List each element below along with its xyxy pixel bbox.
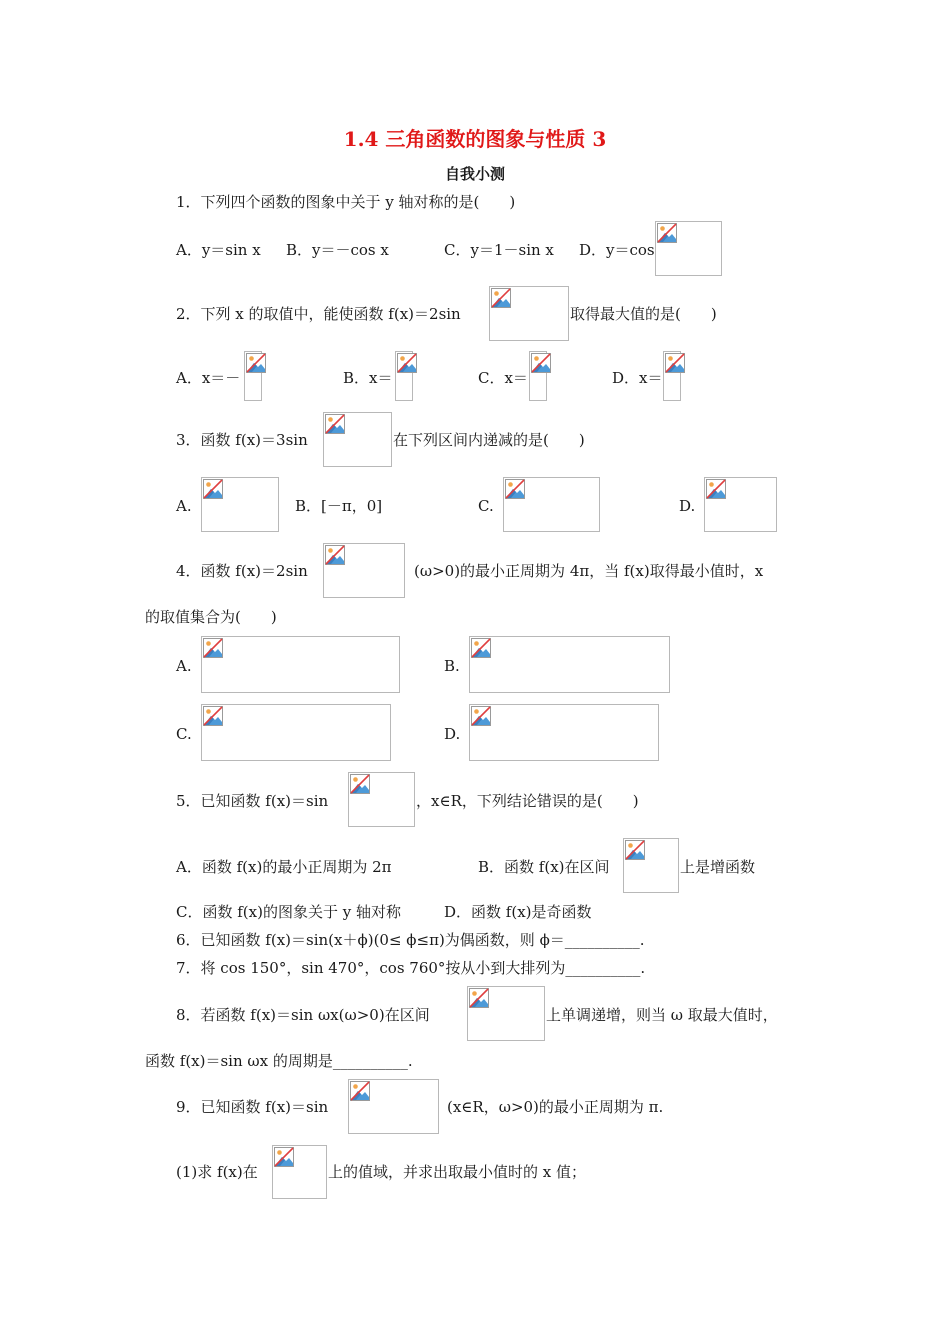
formula-image-placeholder [272,1145,327,1199]
q2-stem-b: 取得最大值的是( ) [570,305,717,323]
q5-option-b-post: 上是增函数 [680,858,756,876]
q3-stem-a: 3．函数 f(x)＝3sin [176,431,308,449]
q8-stem-b: 上单调递增，则当 ω 取最大值时， [546,1006,778,1024]
q1-option-a: A．y＝sin x [176,241,261,259]
q5-option-b-pre: B．函数 f(x)在区间 [478,858,610,876]
q3-option-b: B．[－π，0] [295,497,383,515]
formula-image-placeholder [201,636,400,693]
q5-option-d: D．函数 f(x)是奇函数 [444,903,592,921]
q4-option-b: B. [444,657,460,675]
q9-stem-a: 9．已知函数 f(x)＝sin [176,1098,329,1116]
formula-image-placeholder [348,772,415,827]
formula-image-placeholder [395,351,413,401]
formula-image-placeholder [323,412,392,467]
formula-image-placeholder [201,477,279,532]
q5-option-a: A．函数 f(x)的最小正周期为 2π [176,858,392,876]
formula-image-placeholder [348,1079,439,1134]
q2-option-d: D．x＝ [612,369,663,387]
formula-image-placeholder [623,838,679,893]
formula-image-placeholder [655,221,722,276]
q3-option-d: D. [679,497,696,515]
q4-option-d: D. [444,725,461,743]
formula-image-placeholder [489,286,569,341]
q3-stem-b: 在下列区间内递减的是( ) [393,431,585,449]
q9-part1-a: (1)求 f(x)在 [176,1163,258,1181]
q4-stem-c: 的取值集合为( ) [145,608,277,626]
q2-option-c: C．x＝ [478,369,528,387]
q5-option-c: C．函数 f(x)的图象关于 y 轴对称 [176,903,401,921]
formula-image-placeholder [663,351,681,401]
q7-stem: 7．将 cos 150°，sin 470°，cos 760°按从小到大排列为__________. [176,959,646,977]
page-title: 1.4 三角函数的图象与性质 3 [343,127,607,151]
formula-image-placeholder [529,351,547,401]
q1-option-d: D．y＝cos [579,241,655,259]
q2-option-b: B．x＝ [343,369,393,387]
formula-image-placeholder [469,704,659,761]
formula-image-placeholder [244,351,262,401]
formula-image-placeholder [503,477,600,532]
q4-stem-b: (ω>0)的最小正周期为 4π，当 f(x)取得最小值时，x [414,562,764,580]
section-subtitle: 自我小测 [444,165,505,183]
q2-option-a: A．x＝－ [176,369,241,387]
q8-stem-c: 函数 f(x)＝sin ωx 的周期是__________. [145,1052,413,1070]
q1-option-b: B．y＝－cos x [286,241,389,259]
q1-option-c: C．y＝1－sin x [444,241,554,259]
q5-stem-a: 5．已知函数 f(x)＝sin [176,792,329,810]
q4-option-a: A. [176,657,192,675]
formula-image-placeholder [467,986,545,1041]
q9-part1-b: 上的值域，并求出取最小值时的 x 值； [328,1163,586,1181]
q8-stem-a: 8．若函数 f(x)＝sin ωx(ω>0)在区间 [176,1006,430,1024]
q9-stem-b: (x∈R，ω>0)的最小正周期为 π. [447,1098,664,1116]
q4-option-c: C. [176,725,192,743]
q3-option-c: C. [478,497,494,515]
q6-stem: 6．已知函数 f(x)＝sin(x＋ϕ)(0≤ ϕ≤π)为偶函数，则 ϕ＝__________. [176,931,645,949]
q4-stem-a: 4．函数 f(x)＝2sin [176,562,308,580]
q5-stem-b: ，x∈R，下列结论错误的是( ) [416,792,639,810]
formula-image-placeholder [469,636,670,693]
formula-image-placeholder [704,477,777,532]
q3-option-a: A. [176,497,192,515]
formula-image-placeholder [201,704,391,761]
q2-stem-a: 2．下列 x 的取值中，能使函数 f(x)＝2sin [176,305,461,323]
formula-image-placeholder [323,543,405,598]
q1-stem: 1．下列四个函数的图象中关于 y 轴对称的是( ) [176,193,516,211]
